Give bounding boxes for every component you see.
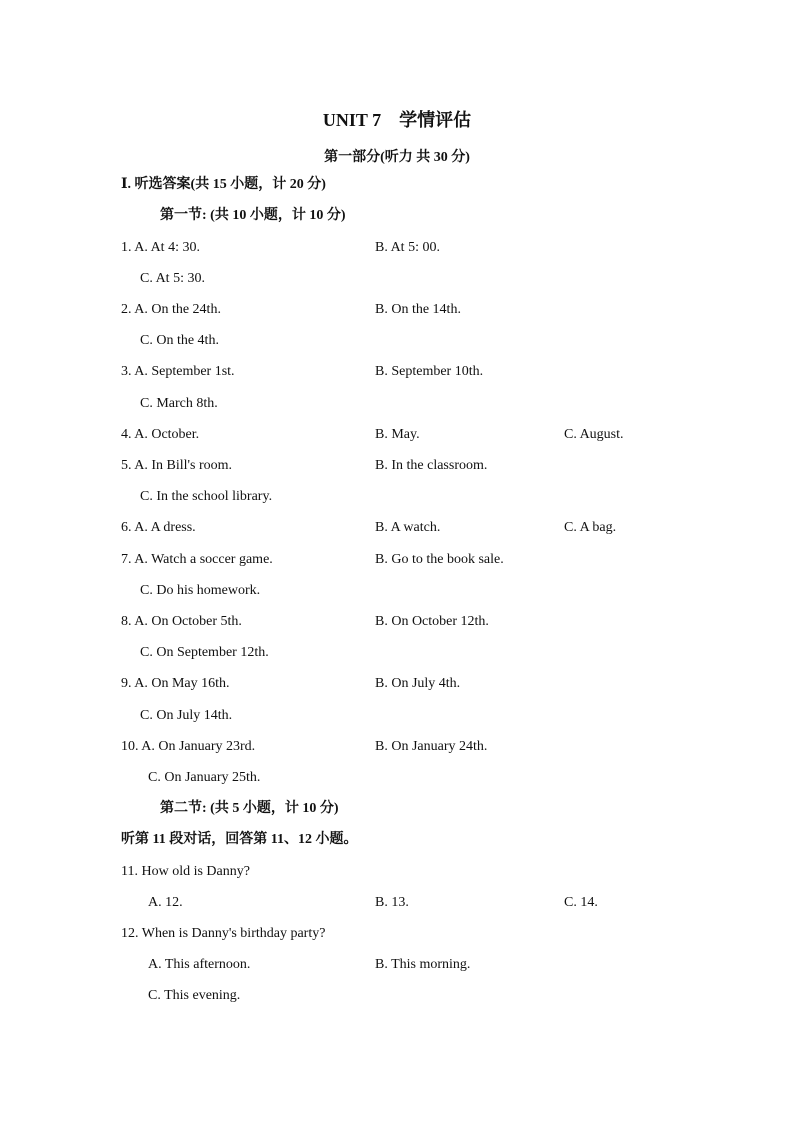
- q10-option-c: C. On January 25th.: [148, 770, 261, 785]
- q6-option-a: 6. A. A dress.: [121, 520, 196, 535]
- q2-option-a: 2. A. On the 24th.: [121, 302, 221, 317]
- q3-option-a: 3. A. September 1st.: [121, 364, 235, 379]
- q12-option-c: C. This evening.: [148, 988, 241, 1003]
- q6-option-b: B. A watch.: [375, 520, 441, 535]
- q2-option-b: B. On the 14th.: [375, 302, 461, 317]
- subsection-heading-2: 第二节: (共 5 小题，计 10 分): [160, 801, 339, 816]
- q1-option-a: 1. A. At 4: 30.: [121, 240, 200, 255]
- q11-option-c: C. 14.: [564, 895, 598, 910]
- q10-option-a: 10. A. On January 23rd.: [121, 739, 256, 754]
- q4-option-b: B. May.: [375, 427, 420, 442]
- q10-option-b: B. On January 24th.: [375, 739, 488, 754]
- q3-option-b: B. September 10th.: [375, 364, 484, 379]
- q1-option-b: B. At 5: 00.: [375, 240, 440, 255]
- q4-option-c: C. August.: [564, 427, 624, 442]
- q8-option-c: C. On September 12th.: [140, 645, 269, 660]
- q5-option-a: 5. A. In Bill's room.: [121, 458, 233, 473]
- section-heading: Ⅰ. 听选答案(共 15 小题，计 20 分): [121, 177, 326, 192]
- q11-option-a: A. 12.: [148, 895, 183, 910]
- q7-option-a: 7. A. Watch a soccer game.: [121, 552, 273, 567]
- q9-option-a: 9. A. On May 16th.: [121, 676, 230, 691]
- dialog-instruction: 听第 11 段对话，回答第 11、12 小题。: [121, 832, 358, 847]
- q9-option-b: B. On July 4th.: [375, 676, 461, 691]
- q3-option-c: C. March 8th.: [140, 396, 218, 411]
- q2-option-c: C. On the 4th.: [140, 333, 219, 348]
- q12-stem: 12. When is Danny's birthday party?: [121, 926, 326, 941]
- q12-option-a: A. This afternoon.: [148, 957, 251, 972]
- q11-stem: 11. How old is Danny?: [121, 864, 250, 879]
- q7-option-b: B. Go to the book sale.: [375, 552, 504, 567]
- q5-option-c: C. In the school library.: [140, 489, 273, 504]
- q7-option-c: C. Do his homework.: [140, 583, 261, 598]
- q6-option-c: C. A bag.: [564, 520, 617, 535]
- q5-option-b: B. In the classroom.: [375, 458, 488, 473]
- q4-option-a: 4. A. October.: [121, 427, 200, 442]
- q12-option-b: B. This morning.: [375, 957, 471, 972]
- page-title: UNIT 7 学情评估: [322, 110, 472, 130]
- q8-option-a: 8. A. On October 5th.: [121, 614, 242, 629]
- q9-option-c: C. On July 14th.: [140, 708, 233, 723]
- part-heading: 第一部分(听力 共 30 分): [324, 150, 470, 165]
- q11-option-b: B. 13.: [375, 895, 409, 910]
- q1-option-c: C. At 5: 30.: [140, 271, 205, 286]
- subsection-heading-1: 第一节: (共 10 小题，计 10 分): [160, 208, 346, 223]
- q8-option-b: B. On October 12th.: [375, 614, 489, 629]
